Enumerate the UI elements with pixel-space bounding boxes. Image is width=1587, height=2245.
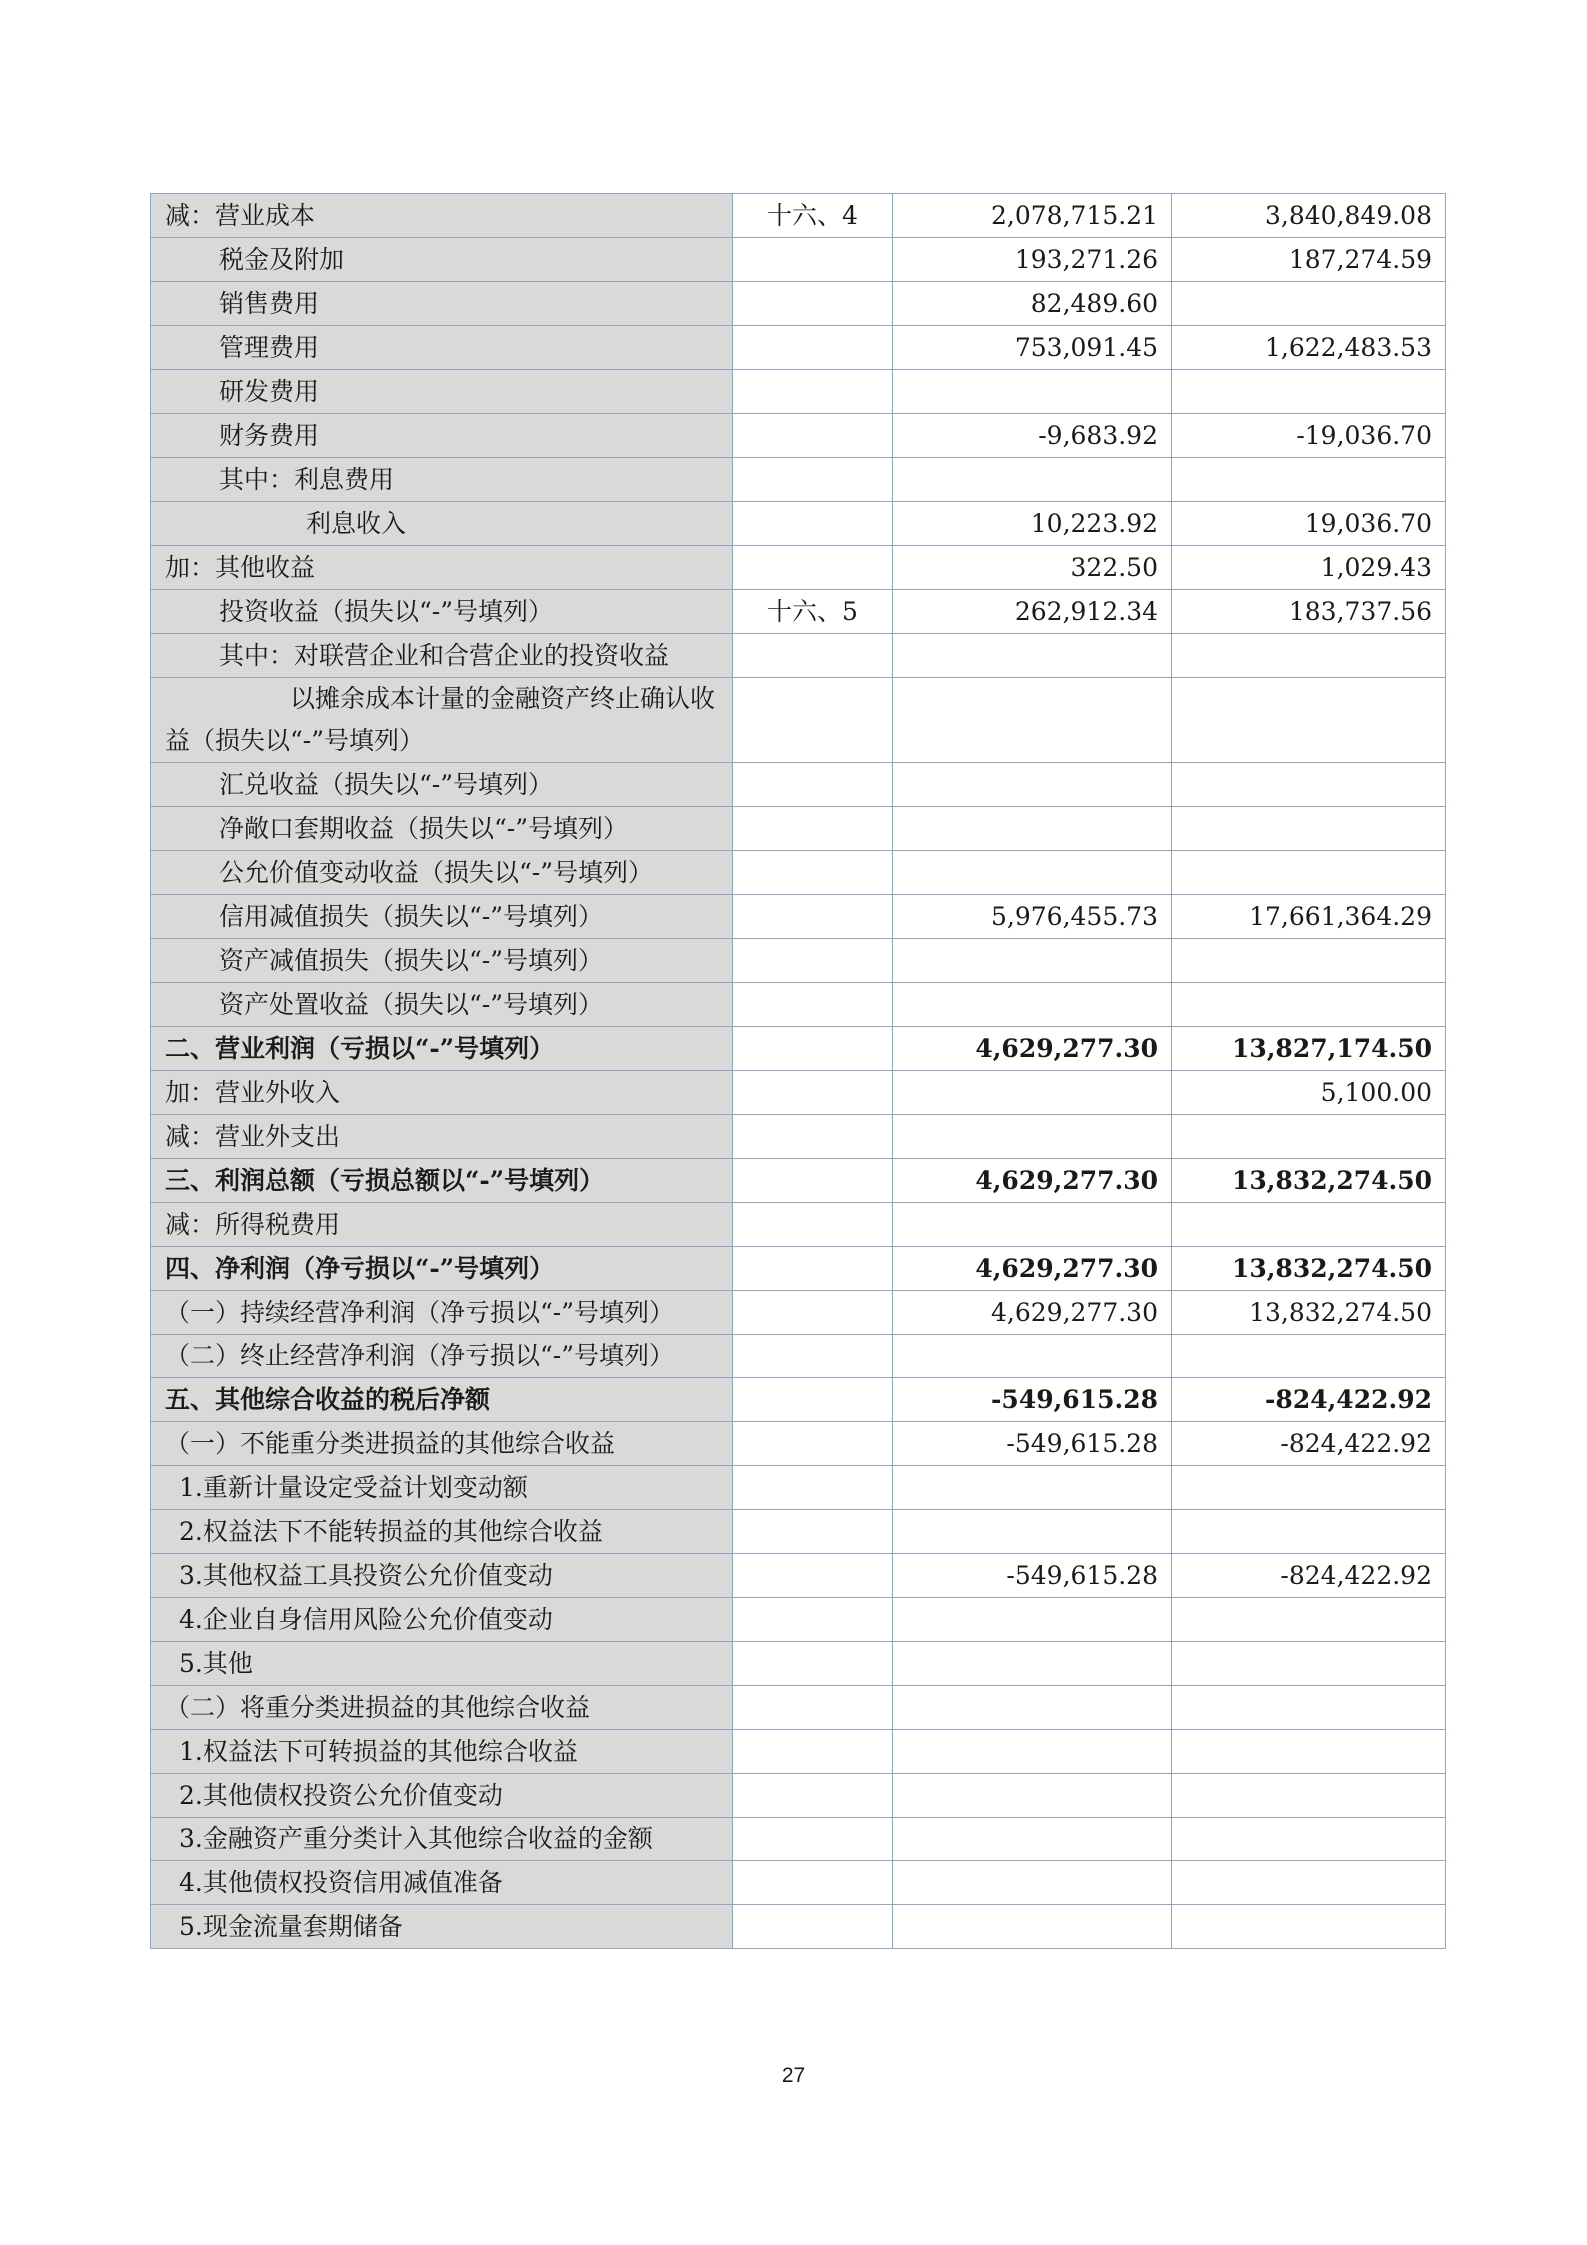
table-row: [151, 851, 1446, 895]
previous-amount: 13,832,274.50: [1172, 1247, 1446, 1291]
item-label: 加：其他收益: [151, 546, 733, 590]
income-statement-sheet: [150, 193, 1445, 1949]
previous-amount: -824,422.92: [1172, 1554, 1446, 1598]
note-ref: [733, 1818, 893, 1861]
note-ref: [733, 238, 893, 282]
previous-amount: 1,029.43: [1172, 546, 1446, 590]
note-ref: [733, 1378, 893, 1422]
note-ref: [733, 939, 893, 983]
item-label: 利息收入: [151, 502, 733, 546]
note-ref: [733, 1115, 893, 1159]
current-amount: 5,976,455.73: [893, 895, 1172, 939]
table-row: [151, 1686, 1446, 1730]
current-amount: 4,629,277.30: [893, 1291, 1172, 1335]
item-label: 公允价值变动收益（损失以“-”号填列）: [151, 851, 733, 895]
current-amount: [893, 1861, 1172, 1905]
table-row: [151, 546, 1446, 590]
current-amount: [893, 1774, 1172, 1818]
previous-amount: [1172, 1861, 1446, 1905]
note-ref: [733, 983, 893, 1027]
item-label: 研发费用: [151, 370, 733, 414]
note-ref: [733, 546, 893, 590]
item-label: 减：营业外支出: [151, 1115, 733, 1159]
page-number: 27: [781, 2064, 806, 2087]
current-amount: [893, 458, 1172, 502]
item-label: 2.其他债权投资公允价值变动: [151, 1774, 733, 1818]
table-row: [151, 1861, 1446, 1905]
item-label: 资产处置收益（损失以“-”号填列）: [151, 983, 733, 1027]
table-row: [151, 370, 1446, 414]
table-row: [151, 1115, 1446, 1159]
note-ref: [733, 1861, 893, 1905]
table-row: [151, 1378, 1446, 1422]
previous-amount: 19,036.70: [1172, 502, 1446, 546]
note-ref: 十六、5: [733, 590, 893, 634]
item-label: 1.重新计量设定受益计划变动额: [151, 1466, 733, 1510]
previous-amount: [1172, 458, 1446, 502]
table-row: [151, 1905, 1446, 1949]
current-amount: 4,629,277.30: [893, 1159, 1172, 1203]
note-ref: [733, 502, 893, 546]
item-label: 二、营业利润（亏损以“-”号填列）: [151, 1027, 733, 1071]
current-amount: [893, 1071, 1172, 1115]
table-row: [151, 458, 1446, 502]
table-row: [151, 1598, 1446, 1642]
note-ref: [733, 1905, 893, 1949]
note-ref: [733, 1027, 893, 1071]
item-label: 汇兑收益（损失以“-”号填列）: [151, 763, 733, 807]
note-ref: [733, 1642, 893, 1686]
previous-amount: 13,832,274.50: [1172, 1159, 1446, 1203]
current-amount: [893, 1642, 1172, 1686]
current-amount: [893, 1598, 1172, 1642]
note-ref: [733, 458, 893, 502]
previous-amount: [1172, 763, 1446, 807]
previous-amount: 17,661,364.29: [1172, 895, 1446, 939]
item-label: 四、净利润（净亏损以“-”号填列）: [151, 1247, 733, 1291]
table-row: [151, 502, 1446, 546]
previous-amount: 3,840,849.08: [1172, 194, 1446, 238]
table-row: [151, 983, 1446, 1027]
current-amount: [893, 1203, 1172, 1247]
previous-amount: 183,737.56: [1172, 590, 1446, 634]
item-label: 1.权益法下可转损益的其他综合收益: [151, 1730, 733, 1774]
previous-amount: [1172, 1774, 1446, 1818]
table-row: [151, 1510, 1446, 1554]
item-label: 减：所得税费用: [151, 1203, 733, 1247]
current-amount: [893, 983, 1172, 1027]
table-row: [151, 414, 1446, 458]
item-label: 4.企业自身信用风险公允价值变动: [151, 1598, 733, 1642]
table-row: [151, 1642, 1446, 1686]
table-row: [151, 1774, 1446, 1818]
table-row: [151, 1730, 1446, 1774]
item-label: 加：营业外收入: [151, 1071, 733, 1115]
current-amount: [893, 1818, 1172, 1861]
note-ref: [733, 1291, 893, 1335]
item-label: 三、利润总额（亏损总额以“-”号填列）: [151, 1159, 733, 1203]
current-amount: [893, 678, 1172, 763]
item-label: 3.金融资产重分类计入其他综合收益的金额: [151, 1818, 733, 1861]
note-ref: [733, 1510, 893, 1554]
previous-amount: [1172, 1642, 1446, 1686]
note-ref: [733, 763, 893, 807]
current-amount: 193,271.26: [893, 238, 1172, 282]
previous-amount: [1172, 1510, 1446, 1554]
note-ref: [733, 282, 893, 326]
note-ref: [733, 1466, 893, 1510]
previous-amount: [1172, 1203, 1446, 1247]
item-label: 净敞口套期收益（损失以“-”号填列）: [151, 807, 733, 851]
previous-amount: [1172, 1598, 1446, 1642]
note-ref: [733, 1203, 893, 1247]
previous-amount: [1172, 851, 1446, 895]
current-amount: [893, 370, 1172, 414]
table-row: [151, 634, 1446, 678]
item-label: 减：营业成本: [151, 194, 733, 238]
previous-amount: [1172, 678, 1446, 763]
item-label: （二）将重分类进损益的其他综合收益: [151, 1686, 733, 1730]
current-amount: 4,629,277.30: [893, 1027, 1172, 1071]
item-label: 其中：对联营企业和合营企业的投资收益: [151, 634, 733, 678]
note-ref: 十六、4: [733, 194, 893, 238]
item-label: （一）不能重分类进损益的其他综合收益: [151, 1422, 733, 1466]
current-amount: [893, 1335, 1172, 1378]
current-amount: [893, 1905, 1172, 1949]
note-ref: [733, 1159, 893, 1203]
table-row: [151, 895, 1446, 939]
previous-amount: [1172, 634, 1446, 678]
note-ref: [733, 1598, 893, 1642]
previous-amount: 13,827,174.50: [1172, 1027, 1446, 1071]
current-amount: -549,615.28: [893, 1378, 1172, 1422]
previous-amount: 13,832,274.50: [1172, 1291, 1446, 1335]
current-amount: [893, 763, 1172, 807]
current-amount: [893, 1115, 1172, 1159]
previous-amount: [1172, 983, 1446, 1027]
previous-amount: 187,274.59: [1172, 238, 1446, 282]
current-amount: 262,912.34: [893, 590, 1172, 634]
item-label: 4.其他债权投资信用减值准备: [151, 1861, 733, 1905]
table-row: [151, 1466, 1446, 1510]
note-ref: [733, 851, 893, 895]
table-row: [151, 238, 1446, 282]
note-ref: [733, 1774, 893, 1818]
item-label: 投资收益（损失以“-”号填列）: [151, 590, 733, 634]
current-amount: -549,615.28: [893, 1422, 1172, 1466]
note-ref: [733, 807, 893, 851]
item-label: 5.其他: [151, 1642, 733, 1686]
previous-amount: [1172, 807, 1446, 851]
current-amount: 4,629,277.30: [893, 1247, 1172, 1291]
previous-amount: [1172, 939, 1446, 983]
current-amount: [893, 1730, 1172, 1774]
note-ref: [733, 1730, 893, 1774]
item-label: 销售费用: [151, 282, 733, 326]
previous-amount: [1172, 1905, 1446, 1949]
item-label: 税金及附加: [151, 238, 733, 282]
income-statement-table: [150, 193, 1446, 1949]
table-row: [151, 807, 1446, 851]
previous-amount: [1172, 370, 1446, 414]
previous-amount: [1172, 1335, 1446, 1378]
table-row: [151, 590, 1446, 634]
table-row: [151, 1554, 1446, 1598]
current-amount: 2,078,715.21: [893, 194, 1172, 238]
previous-amount: 5,100.00: [1172, 1071, 1446, 1115]
previous-amount: [1172, 1686, 1446, 1730]
current-amount: [893, 1466, 1172, 1510]
current-amount: -549,615.28: [893, 1554, 1172, 1598]
previous-amount: -19,036.70: [1172, 414, 1446, 458]
table-row: [151, 1247, 1446, 1291]
note-ref: [733, 414, 893, 458]
item-label: 5.现金流量套期储备: [151, 1905, 733, 1949]
item-label: 以摊余成本计量的金融资产终止确认收益（损失以“-”号填列）: [151, 678, 733, 763]
previous-amount: [1172, 1115, 1446, 1159]
table-row: [151, 1203, 1446, 1247]
table-row: [151, 1027, 1446, 1071]
previous-amount: -824,422.92: [1172, 1378, 1446, 1422]
note-ref: [733, 1554, 893, 1598]
table-row: [151, 326, 1446, 370]
item-label: 资产减值损失（损失以“-”号填列）: [151, 939, 733, 983]
item-label: 财务费用: [151, 414, 733, 458]
table-row: [151, 1818, 1446, 1861]
note-ref: [733, 1247, 893, 1291]
item-label: （二）终止经营净利润（净亏损以“-”号填列）: [151, 1335, 733, 1378]
note-ref: [733, 678, 893, 763]
table-row: [151, 1291, 1446, 1335]
table-row: [151, 1159, 1446, 1203]
current-amount: -9,683.92: [893, 414, 1172, 458]
item-label: 2.权益法下不能转损益的其他综合收益: [151, 1510, 733, 1554]
table-row: [151, 1335, 1446, 1378]
previous-amount: 1,622,483.53: [1172, 326, 1446, 370]
previous-amount: [1172, 1818, 1446, 1861]
table-row: [151, 939, 1446, 983]
previous-amount: [1172, 282, 1446, 326]
previous-amount: [1172, 1730, 1446, 1774]
previous-amount: -824,422.92: [1172, 1422, 1446, 1466]
current-amount: 322.50: [893, 546, 1172, 590]
current-amount: [893, 1686, 1172, 1730]
current-amount: 753,091.45: [893, 326, 1172, 370]
note-ref: [733, 370, 893, 414]
current-amount: [893, 1510, 1172, 1554]
item-label: 管理费用: [151, 326, 733, 370]
current-amount: [893, 807, 1172, 851]
note-ref: [733, 1071, 893, 1115]
current-amount: [893, 851, 1172, 895]
item-label: 五、其他综合收益的税后净额: [151, 1378, 733, 1422]
note-ref: [733, 1335, 893, 1378]
note-ref: [733, 895, 893, 939]
previous-amount: [1172, 1466, 1446, 1510]
current-amount: [893, 939, 1172, 983]
table-row: [151, 1071, 1446, 1115]
table-row: [151, 1422, 1446, 1466]
table-row: [151, 282, 1446, 326]
item-label: 信用减值损失（损失以“-”号填列）: [151, 895, 733, 939]
note-ref: [733, 634, 893, 678]
note-ref: [733, 1686, 893, 1730]
note-ref: [733, 1422, 893, 1466]
table-row: [151, 194, 1446, 238]
item-label: 其中：利息费用: [151, 458, 733, 502]
current-amount: [893, 634, 1172, 678]
note-ref: [733, 326, 893, 370]
item-label: 3.其他权益工具投资公允价值变动: [151, 1554, 733, 1598]
table-row: [151, 678, 1446, 763]
table-row: [151, 763, 1446, 807]
current-amount: 82,489.60: [893, 282, 1172, 326]
current-amount: 10,223.92: [893, 502, 1172, 546]
item-label: （一）持续经营净利润（净亏损以“-”号填列）: [151, 1291, 733, 1335]
